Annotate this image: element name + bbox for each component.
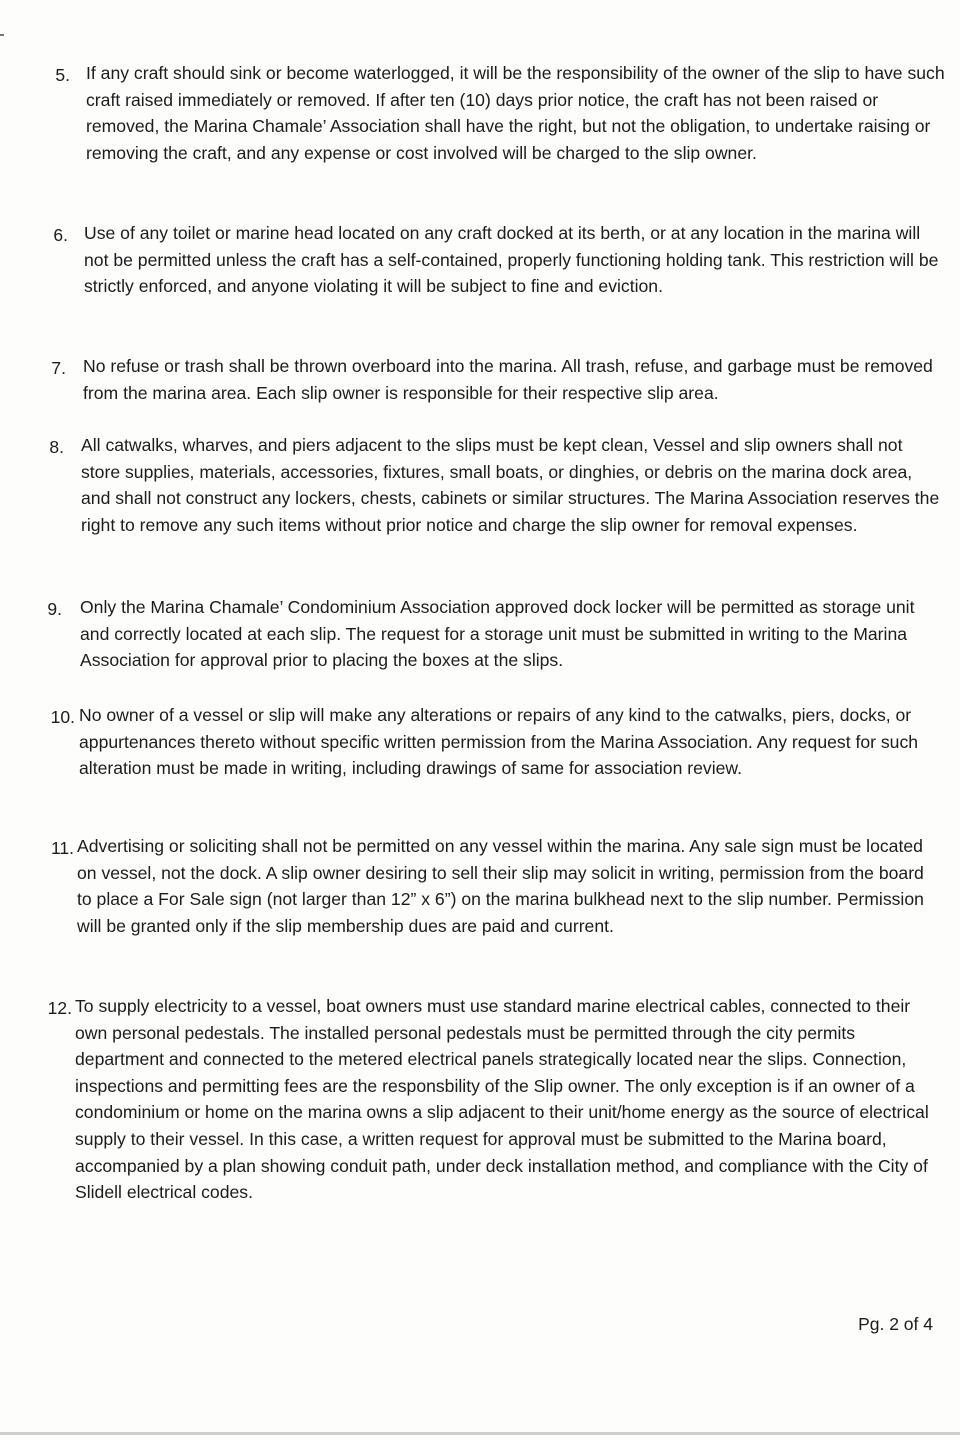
rule-text: No refuse or trash shall be thrown overboard into the marina. All trash, refuse, and garbage must be removed from the marina area. Each slip owner is responsible for their respective slip area.	[83, 356, 933, 403]
page-number: Pg. 2 of 4	[858, 1314, 933, 1334]
scan-mark	[0, 34, 4, 36]
rule-text: To supply electricity to a vessel, boat owners must use standard marine electrical cables, connected to their own personal pedestals. The installed personal pedestals must be permitted through the city permits department and connected to the metered electrical panels strategically located near the slips. Connection, inspections and permitting fees are the responsbility of the Slip owner. The only exception is if an owner of a condominium or home on the marina owns a slip adjacent to their unit/home energy as the source of electrical supply to their vessel. In this case, a written request for approval must be submitted to the Marina board, accompanied by a plan showing conduit path, under deck installation method, and compliance with the City of Slidell electrical codes.	[75, 996, 929, 1203]
rule-number: 9.	[47, 599, 62, 619]
rule-text: No owner of a vessel or slip will make any alterations or repairs of any kind to the catwalks, piers, docks, or appurtenances thereto without specific written permission from the Marina Association. Any request for such alteration must be made in writing, including drawings of same for association review.	[79, 705, 919, 779]
rule-text: Advertising or soliciting shall not be permitted on any vessel within the marina. Any sale sign must be located on vessel, not the dock. A slip owner desiring to sell their slip may solicit in writing, permission from the board to place a For Sale sign (not larger than 12” x 6”) on the marina bulkhead next to the slip number. Permission will be granted only if the slip membership dues are paid and current.	[77, 836, 924, 936]
scan-edge-line	[0, 1432, 960, 1435]
rule-number: 12.	[47, 998, 72, 1018]
rule-number: 5.	[55, 65, 70, 85]
rule-text: If any craft should sink or become waterlogged, it will be the responsibility of the owner of the slip to have such craft raised immediately or removed. If after ten (10) days prior notice, the craft has not been raised or removed, the Marina Chamale’ Association shall have the right, but not the obligation, to undertake raising or removing the craft, and any expense or cost involved will be charged to the slip owner.	[86, 63, 945, 163]
rule-number: 11.	[50, 838, 74, 858]
rule-number: 6.	[53, 225, 68, 245]
rule-text: All catwalks, wharves, and piers adjacent to the slips must be kept clean, Vessel and slip owners shall not store supplies, materials, accessories, fixtures, small boats, or dinghies, or debris on the marina dock area, and shall not construct any lockers, chests, cabinets or similar structures. The Marina Association reserves the right to remove any such items without prior notice and charge the slip owner for removal expenses.	[81, 435, 940, 535]
rule-text: Only the Marina Chamale’ Condominium Association approved dock locker will be permitted as storage unit and correctly located at each slip. The request for a storage unit must be submitted in writing to the Marina Association for approval prior to placing the boxes at the slips.	[80, 597, 915, 671]
rule-number: 7.	[51, 358, 66, 378]
rule-number: 8.	[49, 437, 64, 457]
rule-number: 10.	[50, 707, 75, 727]
rule-text: Use of any toilet or marine head located on any craft docked at its berth, or at any location in the marina will not be permitted unless the craft has a self-contained, properly functioning holding tank. This restriction will be strictly enforced, and anyone violating it will be subject to fine and eviction.	[84, 223, 939, 297]
